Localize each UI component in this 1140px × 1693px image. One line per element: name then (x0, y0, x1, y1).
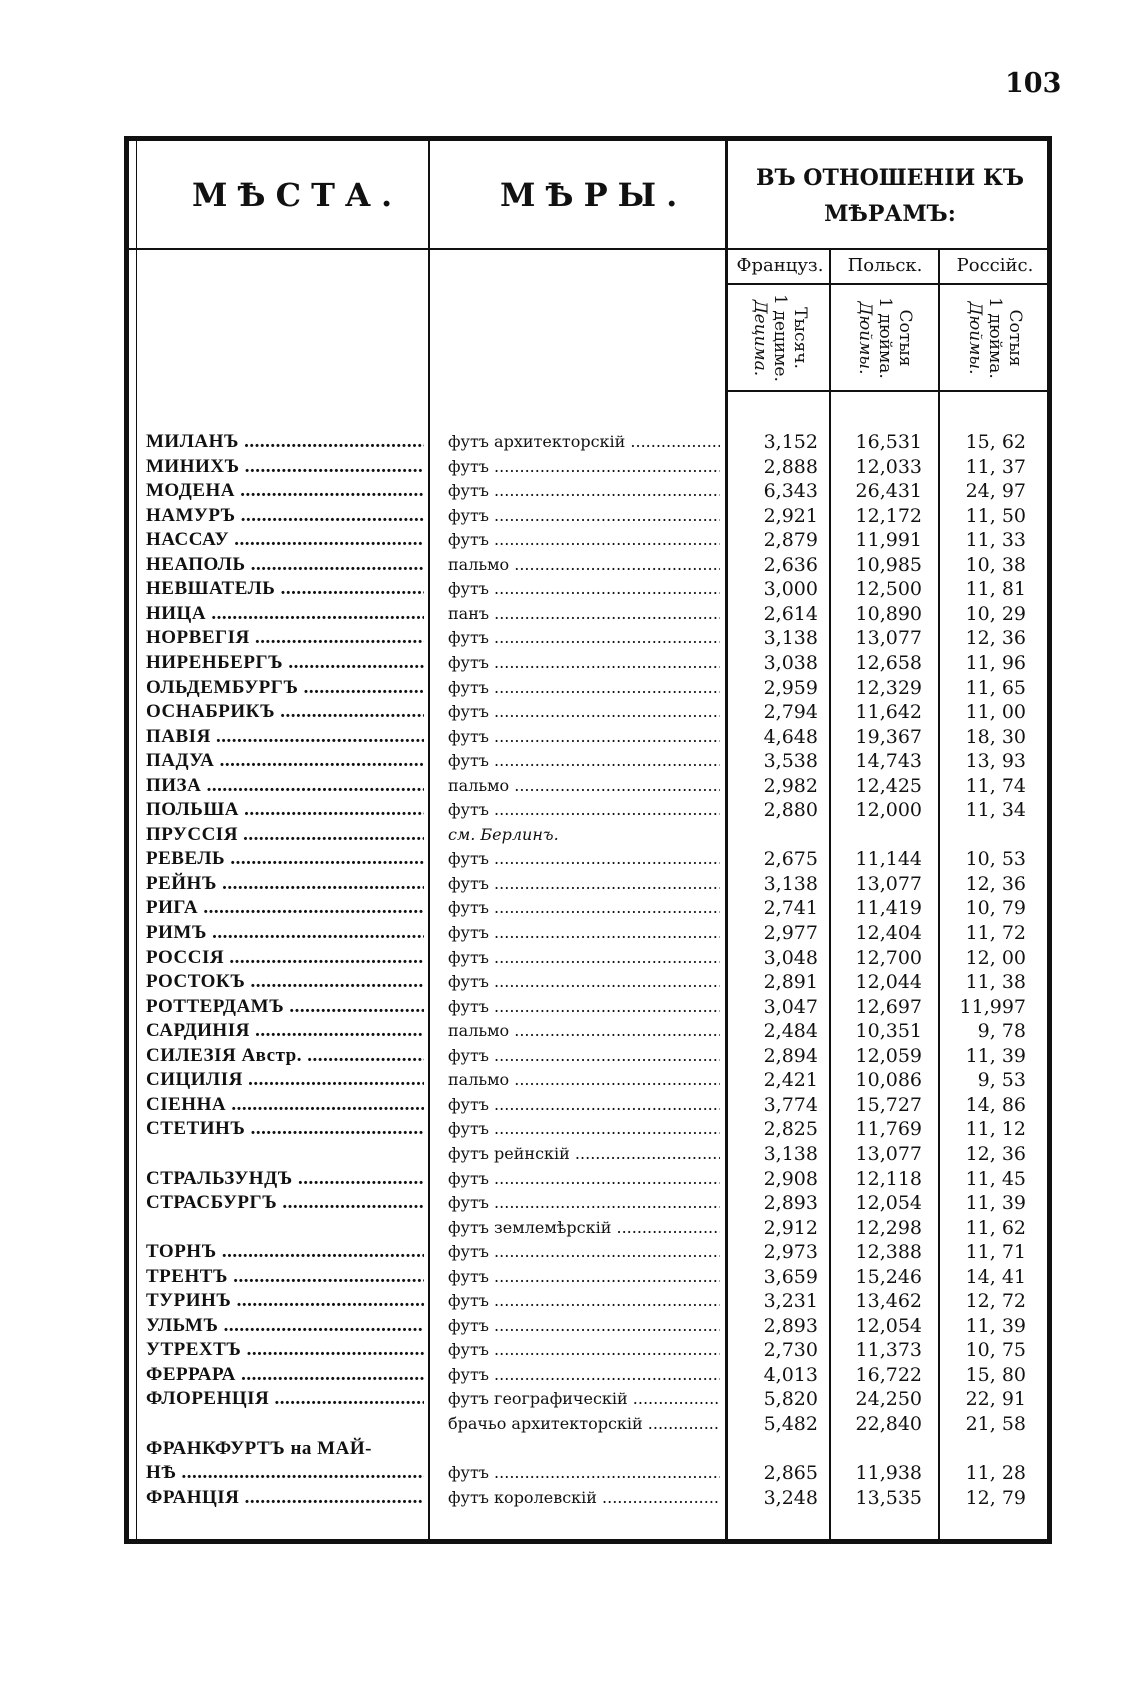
polish-value: 26,431 (855, 480, 922, 503)
french-value: 3,138 (763, 627, 818, 650)
french-value: 2,741 (763, 897, 818, 920)
measure-cell: футъ ..... (448, 970, 720, 995)
place-cell: НАМУРЪ ..... (146, 504, 424, 529)
russian-value: 10, 79 (965, 897, 1026, 920)
french-value: 3,659 (763, 1265, 818, 1288)
table-row (0, 749, 1140, 774)
place-cell: РОСТОКЪ ..... (146, 970, 424, 995)
french-value: 2,891 (763, 971, 818, 994)
french-value: 4,648 (763, 725, 818, 748)
measure-cell: футъ ..... (448, 1314, 720, 1339)
russian-value: 11, 65 (965, 676, 1026, 699)
french-value: 2,730 (763, 1339, 818, 1362)
unit-russian (941, 288, 1049, 388)
unit-russian-line2: 1 дюйма. (985, 297, 1005, 379)
polish-value: 13,535 (855, 1486, 922, 1509)
russian-value: 11, 72 (965, 922, 1026, 944)
place-cell: РЕВЕЛЬ ..... (146, 847, 424, 872)
french-value: 2,888 (763, 455, 818, 478)
measure-cell: футъ ..... (448, 479, 720, 504)
place-cell: УТРЕХТЪ ..... (146, 1338, 424, 1363)
table-row (0, 602, 1140, 627)
page-number: 103 (1005, 68, 1062, 99)
french-value: 3,248 (763, 1486, 818, 1509)
table-row (0, 1216, 1140, 1241)
polish-value: 12,404 (855, 922, 922, 944)
french-value: 3,038 (763, 651, 818, 674)
polish-value: 12,118 (855, 1167, 922, 1190)
table-row (0, 1068, 1140, 1093)
table-row (0, 921, 1140, 946)
subheader-rule (727, 283, 1048, 285)
polish-value: 19,367 (855, 725, 922, 748)
units-rule (727, 390, 1048, 392)
measure-cell: футъ ..... (448, 1289, 720, 1314)
place-cell: СІЕННА ..... (146, 1093, 424, 1118)
russian-value: 11, 45 (965, 1167, 1026, 1190)
french-value: 3,000 (763, 578, 818, 601)
polish-value: 12,500 (855, 578, 922, 601)
russian-value: 12, 00 (965, 946, 1026, 969)
russian-value: 11, 39 (965, 1314, 1026, 1337)
table-row (0, 1240, 1140, 1265)
polish-value: 12,697 (855, 995, 922, 1018)
polish-value: 10,985 (855, 553, 922, 576)
polish-value: 12,059 (855, 1044, 922, 1067)
russian-value: 12, 36 (965, 872, 1026, 895)
table-row (0, 1338, 1140, 1363)
unit-polish-line2: 1 дюйма. (875, 297, 895, 379)
place-cell: РОТТЕРДАМЪ ..... (146, 995, 424, 1020)
french-value: 2,421 (763, 1069, 818, 1092)
french-value: 3,138 (763, 1142, 818, 1165)
russian-value: 10, 53 (965, 848, 1026, 871)
unit-polish-line3: Дюймы. (855, 301, 875, 375)
place-cell: МИЛАНЪ ..... (146, 430, 424, 455)
place-cell: РИМЪ ..... (146, 921, 424, 946)
french-value: 2,908 (763, 1167, 818, 1190)
polish-value: 12,172 (855, 504, 922, 527)
french-value: 2,675 (763, 848, 818, 871)
measure-cell: футъ ..... (448, 504, 720, 529)
place-cell: НЕАПОЛЬ ..... (146, 553, 424, 578)
header-places: МѢСТА. (192, 176, 403, 214)
russian-value: 11, 50 (965, 504, 1026, 527)
table-row (0, 479, 1140, 504)
table-row (0, 847, 1140, 872)
french-value: 3,152 (763, 431, 818, 453)
table-row (0, 1191, 1140, 1216)
place-cell: ОСНАБРИКЪ ..... (146, 700, 424, 725)
polish-value: 10,351 (855, 1020, 922, 1043)
french-value: 2,959 (763, 676, 818, 699)
header-relation-line1: ВЪ ОТНОШЕНІИ КЪ (755, 165, 1025, 191)
place-cell: НИЦА ..... (146, 602, 424, 627)
table-row (0, 1019, 1140, 1044)
russian-value: 10, 75 (965, 1339, 1026, 1362)
place-cell: СТЕТИНЪ ..... (146, 1117, 424, 1142)
polish-value: 11,144 (855, 848, 922, 871)
french-value: 2,894 (763, 1044, 818, 1067)
measure-cell: футъ ..... (448, 798, 720, 823)
russian-value: 10, 29 (965, 602, 1026, 625)
unit-russian-line1: Сотыя (1005, 309, 1025, 367)
russian-value: 24, 97 (965, 480, 1026, 503)
russian-value: 13, 93 (965, 750, 1026, 773)
table-row (0, 798, 1140, 823)
measure-cell: футъ архитекторскій ..... (448, 430, 720, 455)
polish-value: 16,722 (855, 1363, 922, 1386)
place-cell: ПОЛЬША ..... (146, 798, 424, 823)
table-row (0, 725, 1140, 750)
measure-cell: пальмо ..... (448, 1068, 720, 1093)
place-cell: ПАВІЯ ..... (146, 725, 424, 750)
unit-french-line2: 1 дециме. (769, 294, 790, 382)
place-cell: СИЦИЛІЯ ..... (146, 1068, 424, 1093)
polish-value: 12,700 (855, 946, 922, 969)
french-value: 2,912 (763, 1216, 818, 1239)
measure-cell: футъ ..... (448, 1461, 720, 1486)
measure-cell: пальмо ..... (448, 1019, 720, 1044)
french-value: 2,879 (763, 529, 818, 552)
table-row (0, 896, 1140, 921)
measure-cell: футъ ..... (448, 1191, 720, 1216)
russian-value: 9, 78 (977, 1020, 1026, 1043)
french-value: 2,794 (763, 701, 818, 724)
unit-polish-line1: Сотыя (895, 309, 915, 367)
measure-cell: футъ ..... (448, 1044, 720, 1069)
measure-cell: футъ ..... (448, 749, 720, 774)
polish-value: 24,250 (855, 1388, 922, 1411)
measure-cell: футъ ..... (448, 626, 720, 651)
place-cell: НЕВШАТЕЛЬ ..... (146, 577, 424, 602)
measure-cell: футъ ..... (448, 995, 720, 1020)
table-row (0, 528, 1140, 553)
place-cell: СТРАЛЬЗУНДЪ ..... (146, 1167, 424, 1192)
russian-value: 22, 91 (965, 1388, 1026, 1411)
russian-value: 11, 39 (965, 1044, 1026, 1067)
measure-cell: футъ ..... (448, 1265, 720, 1290)
french-value: 2,865 (763, 1462, 818, 1485)
measure-cell: пальмо ..... (448, 553, 720, 578)
french-value: 2,880 (763, 799, 818, 822)
place-cell: ПАДУА ..... (146, 749, 424, 774)
russian-value: 11, 37 (965, 455, 1026, 478)
french-value: 2,973 (763, 1241, 818, 1264)
polish-value: 12,298 (855, 1216, 922, 1239)
measure-cell: футъ ..... (448, 676, 720, 701)
unit-french (730, 288, 830, 388)
polish-value: 12,054 (855, 1192, 922, 1215)
russian-value: 11,997 (959, 995, 1026, 1018)
unit-russian-line3: Дюймы. (965, 301, 985, 375)
unit-french-line3: Децима. (749, 299, 770, 377)
russian-value: 11, 34 (965, 799, 1026, 822)
measure-cell: футъ географическій ..... (448, 1387, 720, 1412)
measure-cell: футъ ..... (448, 847, 720, 872)
table-row (0, 1117, 1140, 1142)
subheader-polish: Польск. (847, 255, 923, 276)
russian-value: 14, 41 (965, 1265, 1026, 1288)
place-cell: ОЛЬДЕМБУРГЪ ..... (146, 676, 424, 701)
table-row (0, 1437, 1140, 1462)
polish-value: 22,840 (855, 1413, 922, 1435)
french-value: 5,820 (763, 1388, 818, 1411)
russian-value: 14, 86 (965, 1093, 1026, 1116)
place-cell: СТРАСБУРГЪ ..... (146, 1191, 424, 1216)
polish-value: 16,531 (855, 431, 922, 453)
place-cell: ПРУССІЯ ..... (146, 823, 424, 848)
table-row (0, 774, 1140, 799)
russian-value: 11, 12 (965, 1118, 1026, 1141)
polish-value: 10,086 (855, 1069, 922, 1092)
french-value: 2,636 (763, 553, 818, 576)
russian-value: 11, 81 (965, 578, 1026, 601)
table-row (0, 1486, 1140, 1511)
measure-cell: футъ ..... (448, 1240, 720, 1265)
measure-cell: футъ землемѣрскій ..... (448, 1216, 720, 1241)
russian-value: 11, 71 (965, 1241, 1026, 1264)
table-row (0, 1167, 1140, 1192)
place-cell: ФРАНКФУРТЪ на МАЙ- (146, 1437, 372, 1459)
measure-cell: футъ ..... (448, 1363, 720, 1388)
russian-value: 12, 36 (965, 627, 1026, 650)
polish-value: 12,425 (855, 774, 922, 797)
polish-value: 11,991 (855, 529, 922, 552)
russian-value: 10, 38 (965, 553, 1026, 576)
measure-cell: футъ ..... (448, 896, 720, 921)
measure-cell: футъ ..... (448, 528, 720, 553)
measure-cell: пальмо ..... (448, 774, 720, 799)
place-cell: УЛЬМЪ ..... (146, 1314, 424, 1339)
measure-cell: футъ ..... (448, 921, 720, 946)
french-value: 2,893 (763, 1192, 818, 1215)
french-value: 2,982 (763, 774, 818, 797)
polish-value: 13,462 (855, 1290, 922, 1313)
french-value: 2,825 (763, 1118, 818, 1141)
subheader-french: Француз. (736, 255, 824, 276)
measure-cell: футъ ..... (448, 700, 720, 725)
russian-value: 9, 53 (977, 1069, 1026, 1092)
polish-value: 12,054 (855, 1314, 922, 1337)
french-value: 6,343 (763, 480, 818, 503)
place-cell: НАССАУ ..... (146, 528, 424, 553)
russian-value: 11, 39 (965, 1192, 1026, 1215)
russian-value: 15, 80 (965, 1363, 1026, 1386)
table-row (0, 1044, 1140, 1069)
table-row (0, 553, 1140, 578)
table-row (0, 1387, 1140, 1412)
table-row (0, 504, 1140, 529)
unit-french-line1: Тысяч. (789, 307, 810, 369)
table-row (0, 823, 1140, 848)
polish-value: 12,658 (855, 651, 922, 674)
header-relation-line2: МѢРАМЪ: (824, 201, 956, 227)
table-row (0, 577, 1140, 602)
measure-cell: футъ ..... (448, 946, 720, 971)
polish-value: 13,077 (855, 872, 922, 895)
place-cell: РЕЙНЪ ..... (146, 872, 424, 897)
french-value: 3,047 (763, 995, 818, 1018)
measure-cell: футъ ..... (448, 1167, 720, 1192)
place-cell: ТРЕНТЪ ..... (146, 1265, 424, 1290)
place-cell: НѢ ..... (146, 1461, 424, 1486)
place-cell: РОССІЯ ..... (146, 946, 424, 971)
russian-value: 12, 79 (965, 1486, 1026, 1509)
french-value: 2,484 (763, 1020, 818, 1043)
measure-cell: футъ ..... (448, 1093, 720, 1118)
russian-value: 12, 72 (965, 1290, 1026, 1313)
table-row (0, 970, 1140, 995)
table-row (0, 1093, 1140, 1118)
polish-value: 15,727 (855, 1093, 922, 1116)
table-row (0, 700, 1140, 725)
place-cell: СИЛЕЗІЯ Австр. ..... (146, 1044, 424, 1069)
polish-value: 13,077 (855, 627, 922, 650)
russian-value: 11, 38 (965, 971, 1026, 994)
french-value: 3,048 (763, 946, 818, 969)
measure-cell: футъ ..... (448, 577, 720, 602)
french-value: 2,614 (763, 602, 818, 625)
measure-cell: футъ ..... (448, 872, 720, 897)
measure-cell: брачьо архитекторскій ..... (448, 1412, 720, 1437)
table-row (0, 626, 1140, 651)
place-cell: НИРЕНБЕРГЪ ..... (146, 651, 424, 676)
place-cell: РИГА ..... (146, 896, 424, 921)
table-row (0, 651, 1140, 676)
polish-value: 10,890 (855, 602, 922, 625)
table-row (0, 1265, 1140, 1290)
french-value: 4,013 (763, 1363, 818, 1386)
header-relation (730, 160, 1050, 232)
russian-value: 11, 74 (965, 774, 1026, 797)
polish-value: 14,743 (855, 750, 922, 773)
french-value: 5,482 (763, 1413, 818, 1435)
french-value: 3,231 (763, 1290, 818, 1313)
french-value: 2,921 (763, 504, 818, 527)
russian-value: 11, 96 (965, 651, 1026, 674)
russian-value: 15, 62 (965, 431, 1026, 453)
polish-value: 12,388 (855, 1241, 922, 1264)
measure-cell: панъ ..... (448, 602, 720, 627)
polish-value: 11,373 (855, 1339, 922, 1362)
place-cell: ФРАНЦІЯ ..... (146, 1486, 424, 1511)
polish-value: 15,246 (855, 1265, 922, 1288)
unit-polish (832, 288, 938, 388)
table-row (0, 995, 1140, 1020)
polish-value: 11,419 (855, 897, 922, 920)
subheader-russian: Россійс. (956, 255, 1034, 276)
measure-cell: футъ королевскій ..... (448, 1486, 720, 1511)
header-rule (128, 248, 1048, 250)
polish-value: 13,077 (855, 1142, 922, 1165)
table-row (0, 1142, 1140, 1167)
measure-cell: футъ рейнскій ..... (448, 1142, 720, 1167)
french-value: 2,893 (763, 1314, 818, 1337)
polish-value: 11,769 (855, 1118, 922, 1141)
place-cell: НОРВЕГІЯ ..... (146, 626, 424, 651)
russian-value: 21, 58 (965, 1413, 1026, 1435)
measure-cell: см. Берлинъ. (448, 824, 559, 844)
russian-value: 11, 33 (965, 529, 1026, 552)
russian-value: 18, 30 (965, 725, 1026, 748)
table-row (0, 430, 1140, 455)
table-row (0, 455, 1140, 480)
table-row (0, 946, 1140, 971)
table-row (0, 1412, 1140, 1437)
measure-cell: футъ ..... (448, 1338, 720, 1363)
polish-value: 12,033 (855, 455, 922, 478)
table-row (0, 676, 1140, 701)
french-value: 3,538 (763, 750, 818, 773)
place-cell: МОДЕНА ..... (146, 479, 424, 504)
measure-cell: футъ ..... (448, 455, 720, 480)
french-value: 3,138 (763, 872, 818, 895)
place-cell: ПИЗА ..... (146, 774, 424, 799)
french-value: 3,774 (763, 1093, 818, 1116)
russian-value: 11, 00 (965, 701, 1026, 724)
measure-cell: футъ ..... (448, 651, 720, 676)
table-row (0, 1314, 1140, 1339)
russian-value: 11, 28 (965, 1462, 1026, 1485)
place-cell: ФЛОРЕНЦІЯ ..... (146, 1387, 424, 1412)
polish-value: 11,938 (855, 1462, 922, 1485)
place-cell: ТУРИНЪ ..... (146, 1289, 424, 1314)
table-row (0, 1363, 1140, 1388)
place-cell: МИНИХЪ ..... (146, 455, 424, 480)
table-row (0, 872, 1140, 897)
place-cell: САРДИНІЯ ..... (146, 1019, 424, 1044)
measure-cell: футъ ..... (448, 1117, 720, 1142)
measure-cell: футъ ..... (448, 725, 720, 750)
russian-value: 12, 36 (965, 1142, 1026, 1165)
french-value: 2,977 (763, 922, 818, 944)
place-cell: ТОРНЪ ..... (146, 1240, 424, 1265)
header-measures: МѢРЫ. (500, 176, 688, 214)
table-row (0, 1289, 1140, 1314)
table-row (0, 1461, 1140, 1486)
place-cell: ФЕРРАРА ..... (146, 1363, 424, 1388)
polish-value: 12,329 (855, 676, 922, 699)
polish-value: 12,000 (855, 799, 922, 822)
polish-value: 12,044 (855, 971, 922, 994)
polish-value: 11,642 (855, 701, 922, 724)
russian-value: 11, 62 (965, 1216, 1026, 1239)
